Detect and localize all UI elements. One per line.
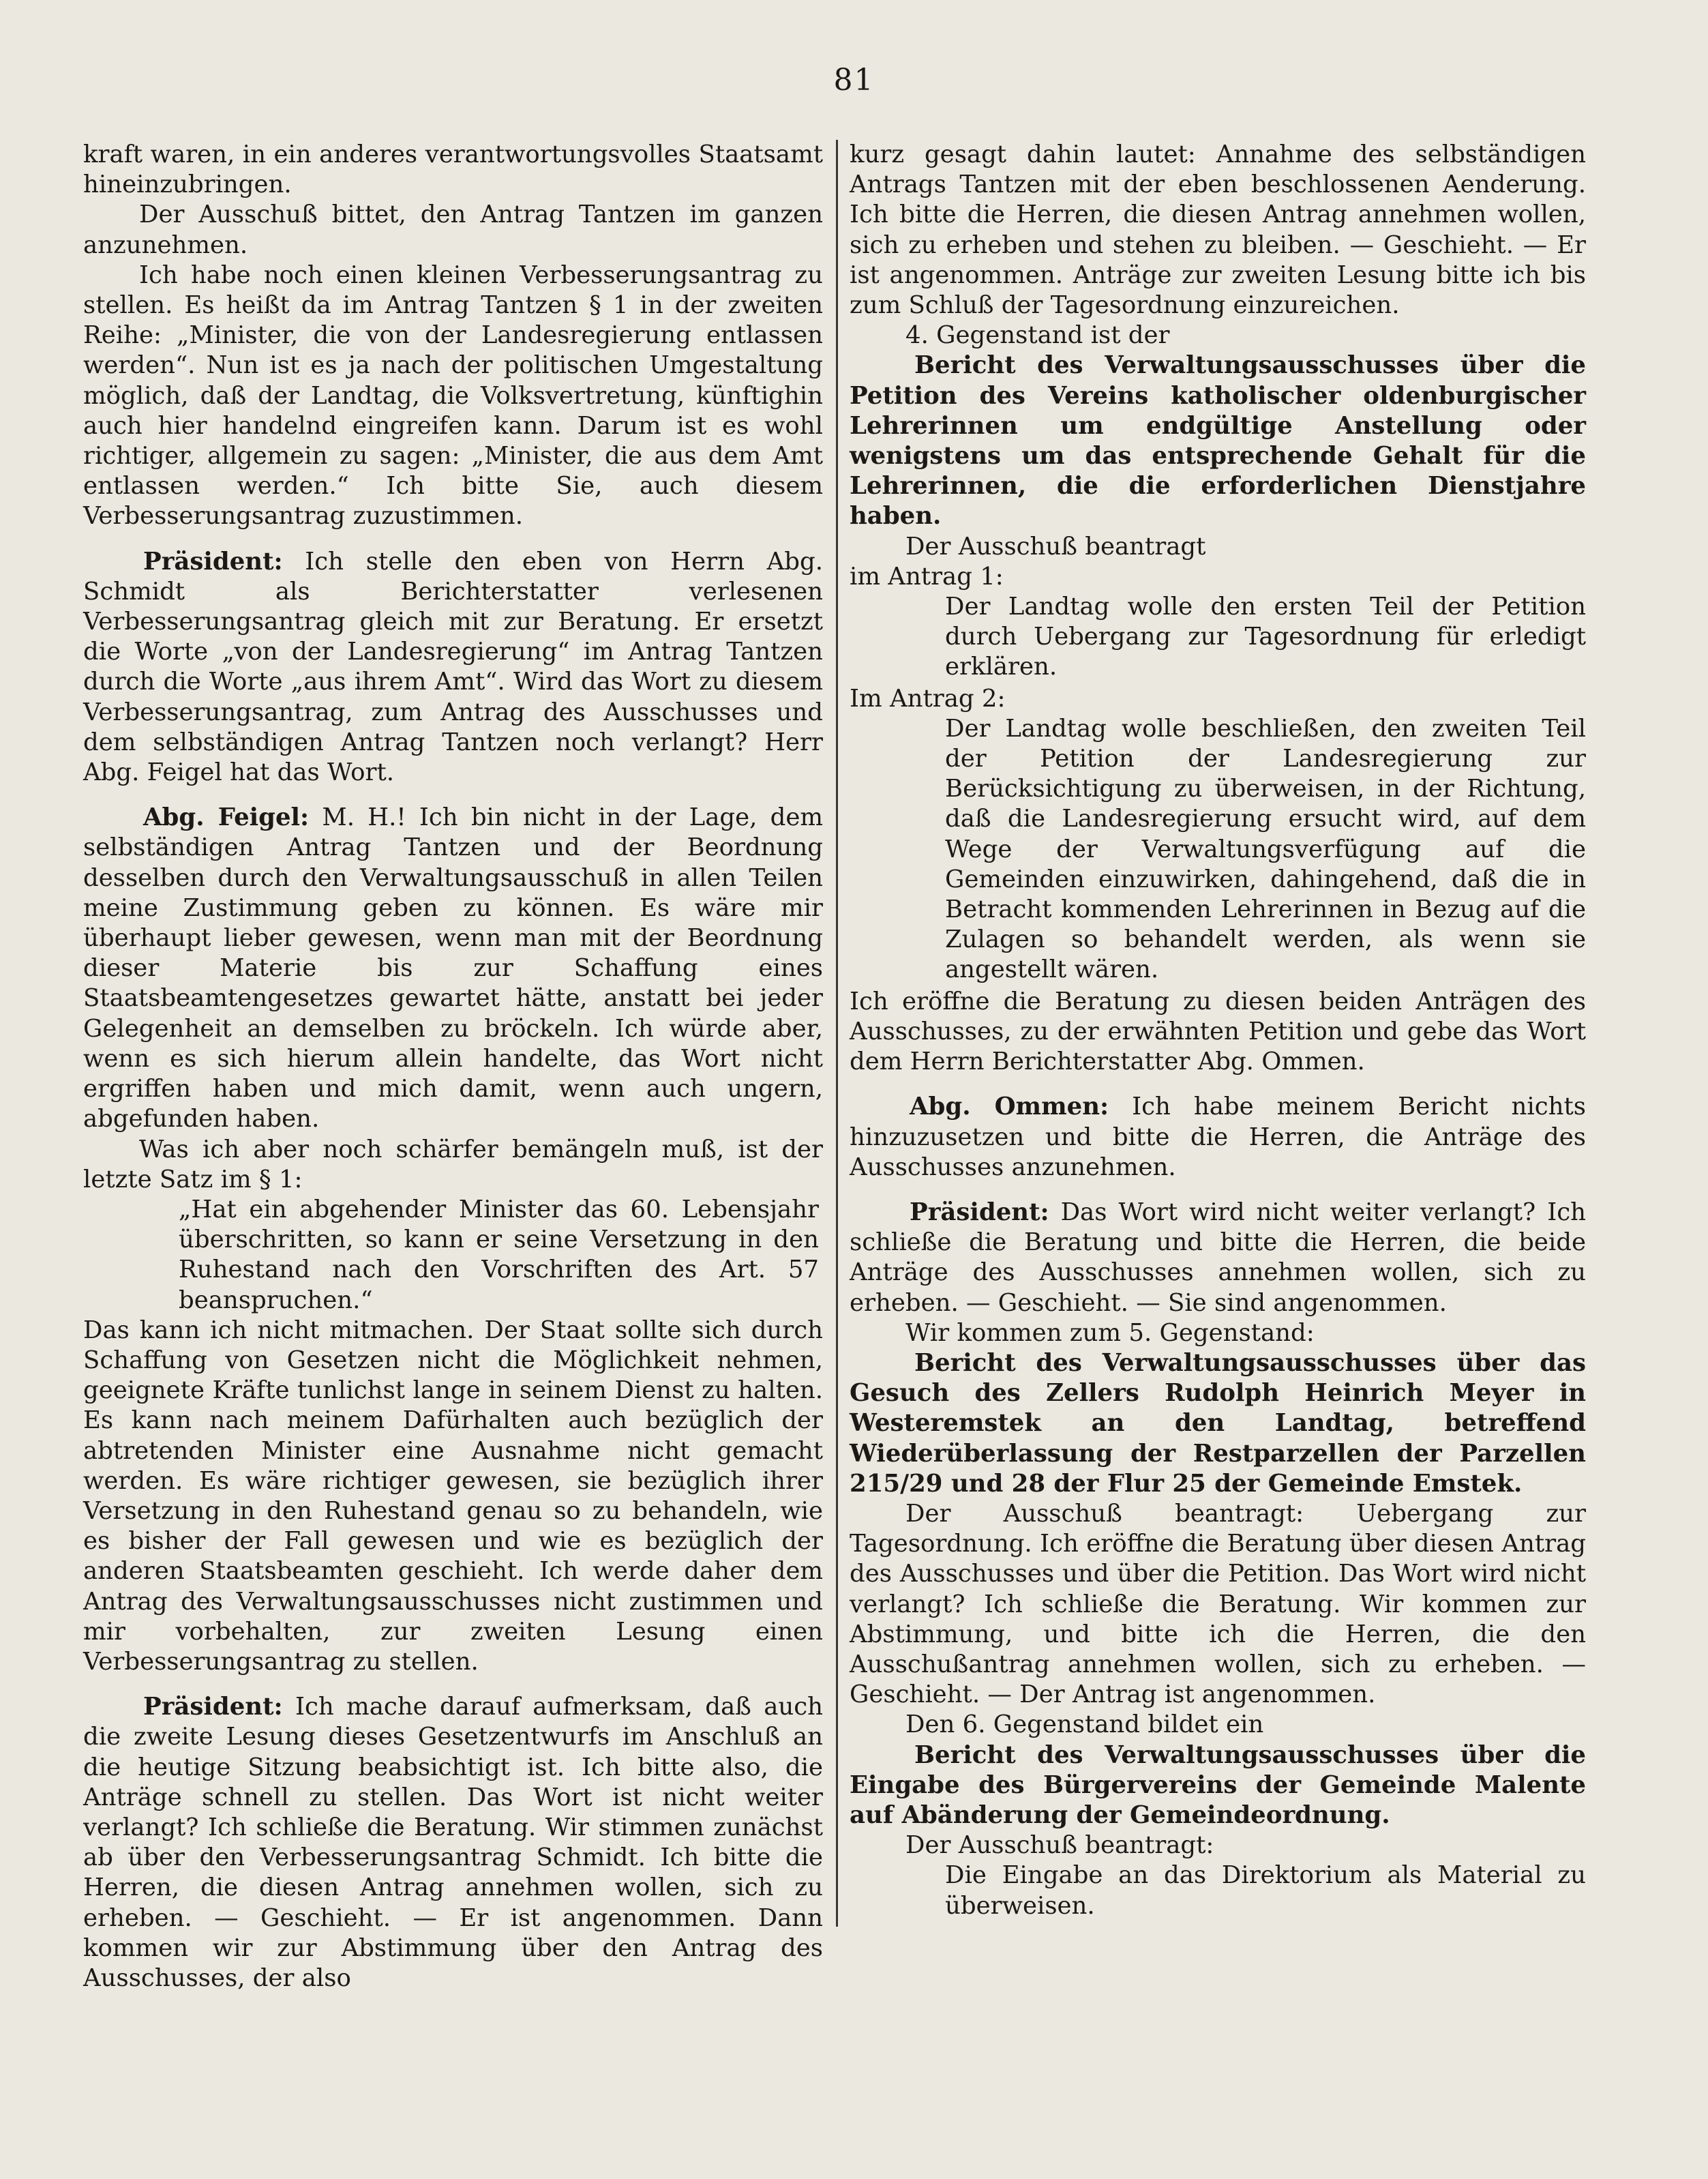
paragraph-text: Der Ausschuß beantragt: [905, 532, 1206, 561]
paragraph-text: Bericht des Verwaltungsausschusses über das Gesuch des Zellers Rudolph Heinrich Meyer in Westeremstek an den Landtag, betreffend Wiederüberlassung der Restparzellen der Parzellen 215/29 und 28 der Flur 25 der Gemeinde Emstek.: [850, 1348, 1586, 1498]
paragraph-text: Ich habe noch einen kleinen Verbesserungsantrag zu stellen. Es heißt da im Antrag Tantzen § 1 in der zweiten Reihe: „Minister, die von der Landesregierung entlassen werden“. Nun ist es ja nach der politischen Umgestaltung möglich, daß der Landtag, die Volksvertretung, künftighin auch hier handelnd eingreifen kann. Darum ist es wohl richtiger, allgemein zu sagen: „Minister, die aus dem Amt entlassen werden.“ Ich bitte Sie, auch diesem Verbesserungsantrag zuzustimmen.: [83, 261, 823, 531]
speaker-name: Abg. Feigel:: [143, 803, 310, 832]
paragraph-text: Der Ausschuß bittet, den Antrag Tantzen im ganzen anzunehmen.: [83, 201, 823, 259]
paragraph-text: Im Antrag 2:: [850, 684, 1006, 713]
right-column: [850, 140, 1586, 1923]
right-paragraph-7: [850, 684, 1586, 714]
left-paragraph-4: [83, 547, 823, 788]
paragraph-text: im Antrag 1:: [850, 562, 1004, 591]
paragraph-text: Der Landtag wolle den ersten Teil der Petition durch Uebergang zur Tagesordnung für erledigt erklären.: [945, 593, 1586, 681]
paragraph-text: Den 6. Gegenstand bildet ein: [905, 1710, 1264, 1739]
speaker-name: Abg. Ommen:: [910, 1093, 1109, 1121]
paragraph-text: Wir kommen zum 5. Gegenstand:: [905, 1318, 1315, 1347]
right-paragraph-16: [850, 1740, 1586, 1831]
page-number: 81: [833, 63, 875, 98]
left-column: [83, 140, 823, 1993]
speaker-name: Präsident:: [143, 1693, 283, 1721]
right-paragraph-2: [850, 321, 1586, 351]
paragraph-text: Bericht des Verwaltungsausschusses über die Eingabe des Bürgervereins der Gemeinde Malente auf Abänderung der Gemeindeordnung.: [850, 1740, 1586, 1829]
paragraph-text: Der Ausschuß beantragt: Uebergang zur Tagesordnung. Ich eröffne die Beratung über diesen Antrag des Ausschusses und über die Petition. Das Wort wird nicht verlangt? Ich schließe die Beratung. Wir kommen zur Abstimmung, und bitte ich die Herren, die den Ausschußantrag annehmen wollen, sich zu erheben. — Geschieht. — Der Antrag ist angenommen.: [850, 1499, 1586, 1709]
paragraph-text: Ich mache darauf aufmerksam, daß auch die zweite Lesung dieses Gesetzentwurfs im Anschluß an die heutige Sitzung beabsichtigt ist. Ich bitte also, die Anträge schnell zu stellen. Das Wort ist nicht weiter verlangt? Ich schließe die Beratung. Wir stimmen zunächst ab über den Verbesserungsantrag Schmidt. Ich bitte die Herren, die diesen Antrag annehmen wollen, sich zu erheben. — Geschieht. — Er ist angenommen. Dann kommen wir zur Abstimmung über den Antrag des Ausschusses, der also: [83, 1693, 823, 1992]
left-paragraph-9: [83, 1692, 823, 1993]
left-paragraph-8: [83, 1316, 823, 1677]
right-paragraph-18: [850, 1861, 1586, 1921]
speaker-name: Präsident:: [910, 1198, 1049, 1226]
right-paragraph-10: [850, 1092, 1586, 1183]
paragraph-text: M. H.! Ich bin nicht in der Lage, dem selbständigen Antrag Tantzen und der Beordnung desselben durch den Verwaltungsausschuß in allen Teilen meine Zustimmung geben zu können. Es wäre mir überhaupt lieber gewesen, wenn man mit der Beordnung dieser Materie bis zur Schaffung eines Staatsbeamtengesetzes gewartet hätte, anstatt bei jeder Gelegenheit an demselben zu bröckeln. Ich würde aber, wenn es sich hierum allein handelte, das Wort nicht ergriffen haben und mich damit, wenn auch ungern, abgefunden haben.: [83, 803, 823, 1133]
left-paragraph-7: [83, 1195, 823, 1316]
speaker-name: Präsident:: [143, 547, 283, 576]
right-paragraph-11: [850, 1198, 1586, 1318]
right-paragraph-8: [850, 714, 1586, 985]
right-paragraph-1: [850, 140, 1586, 321]
paragraph-text: Der Ausschuß beantragt:: [905, 1831, 1214, 1860]
left-paragraph-1: [83, 140, 823, 200]
paragraph-text: Bericht des Verwaltungsausschusses über die Petition des Vereins katholischer oldenburgischer Lehrerinnen um endgültige Anstellung oder wenigstens um das entsprechende Gehalt für die Lehrerinnen, die die erforderlichen Dienstjahre haben.: [850, 351, 1586, 531]
right-paragraph-12: [850, 1318, 1586, 1348]
right-paragraph-13: [850, 1348, 1586, 1499]
paragraph-text: Ich eröffne die Beratung zu diesen beiden Anträgen des Ausschusses, zu der erwähnten Petition und gebe das Wort dem Herrn Berichterstatter Abg. Ommen.: [850, 987, 1586, 1076]
paragraph-text: Die Eingabe an das Direktorium als Material zu überweisen.: [945, 1861, 1586, 1920]
right-paragraph-9: [850, 987, 1586, 1078]
paragraph-text: Ich stelle den eben von Herrn Abg. Schmidt als Berichterstatter verlesenen Verbesserungsantrag gleich mit zur Beratung. Er ersetzt die Worte „von der Landesregierung“ im Antrag Tantzen durch die Worte „aus ihrem Amt“. Wird das Wort zu diesem Verbesserungsantrag, zum Antrag des Ausschusses und dem selbständigen Antrag Tantzen noch verlangt? Herr Abg. Feigel hat das Wort.: [83, 547, 823, 787]
right-paragraph-6: [850, 592, 1586, 683]
right-paragraph-4: [850, 532, 1586, 562]
left-paragraph-6: [83, 1135, 823, 1195]
right-paragraph-14: [850, 1499, 1586, 1710]
paragraph-text: Ich habe meinem Bericht nichts hinzuzusetzen und bitte die Herren, die Anträge des Ausschusses anzunehmen.: [850, 1093, 1586, 1181]
right-paragraph-17: [850, 1830, 1586, 1861]
paragraph-text: kurz gesagt dahin lautet: Annahme des selbständigen Antrags Tantzen mit der eben beschlossenen Aenderung. Ich bitte die Herren, die diesen Antrag annehmen wollen, sich zu erheben und stehen zu bleiben. — Geschieht. — Er ist angenommen. Anträge zur zweiten Lesung bitte ich bis zum Schluß der Tagesordnung einzureichen.: [850, 140, 1586, 320]
left-paragraph-2: [83, 200, 823, 260]
paragraph-text: Was ich aber noch schärfer bemängeln muß, ist der letzte Satz im § 1:: [83, 1135, 823, 1194]
paragraph-text: Der Landtag wolle beschließen, den zweiten Teil der Petition der Landesregierung zur Berücksichtigung zu überweisen, in der Richtung, daß die Landesregierung ersucht wird, auf dem Wege der Verwaltungsverfügung auf die Gemeinden einzuwirken, dahingehend, daß die in Betracht kommenden Lehrerinnen in Bezug auf die Zulagen so behandelt werden, als wenn sie angestellt wären.: [945, 714, 1586, 984]
paragraph-text: „Hat ein abgehender Minister das 60. Lebensjahr überschritten, so kann er seine Versetzung in den Ruhestand nach den Vorschriften des Art. 57 beanspruchen.“: [179, 1195, 819, 1314]
right-paragraph-5: [850, 562, 1586, 592]
left-paragraph-3: [83, 261, 823, 532]
left-paragraph-5: [83, 803, 823, 1134]
column-divider: [836, 140, 838, 1927]
right-paragraph-15: [850, 1710, 1586, 1740]
paragraph-text: 4. Gegenstand ist der: [905, 321, 1170, 350]
paragraph-text: kraft waren, in ein anderes verantwortungsvolles Staatsamt hineinzubringen.: [83, 140, 823, 199]
paragraph-text: Das kann ich nicht mitmachen. Der Staat sollte sich durch Schaffung von Gesetzen nicht die Möglichkeit nehmen, geeignete Kräfte tunlichst lange in seinem Dienst zu halten. Es kann nach meinem Dafürhalten auch bezüglich der abtretenden Minister eine Ausnahme nicht gemacht werden. Es wäre richtiger gewesen, sie bezüglich ihrer Versetzung in den Ruhestand genau so zu behandeln, wie es bisher der Fall gewesen und wie es bezüglich der anderen Staatsbeamten geschieht. Ich werde daher dem Antrag des Verwaltungsausschusses nicht zustimmen und mir vorbehalten, zur zweiten Lesung einen Verbesserungsantrag zu stellen.: [83, 1316, 823, 1676]
paragraph-text: Das Wort wird nicht weiter verlangt? Ich schließe die Beratung und bitte die Herren, die beide Anträge des Ausschusses annehmen wollen, sich zu erheben. — Geschieht. — Sie sind angenommen.: [850, 1198, 1586, 1317]
right-paragraph-3: [850, 351, 1586, 531]
